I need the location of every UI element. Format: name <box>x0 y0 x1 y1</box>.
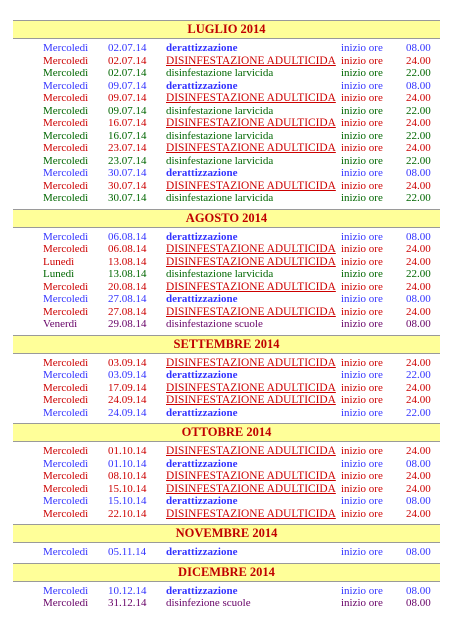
weekday-cell: Mercoledì <box>43 192 89 204</box>
schedule-row <box>13 142 440 155</box>
date-cell: 05.11.14 <box>108 546 147 558</box>
schedule-row <box>13 470 440 483</box>
start-time: 24.00 <box>406 92 431 104</box>
start-time: 22.00 <box>406 104 431 117</box>
start-time: 22.00 <box>406 67 431 79</box>
service-description: disinfestazione larvicida <box>166 268 274 280</box>
date-cell: 23.07.14 <box>108 154 147 167</box>
weekday-cell: Mercoledì <box>43 104 89 117</box>
schedule-row <box>13 369 440 382</box>
date-cell: 03.09.14 <box>108 369 147 381</box>
start-label: inizio ore <box>341 457 383 470</box>
weekday-cell: Mercoledì <box>43 243 89 255</box>
schedule-row <box>13 495 440 508</box>
schedule-row <box>13 42 440 55</box>
weekday-cell: Mercoledì <box>43 406 89 419</box>
date-cell: 30.07.14 <box>108 167 147 179</box>
date-cell: 02.07.14 <box>108 54 147 67</box>
date-cell: 29.08.14 <box>108 318 147 330</box>
start-label: inizio ore <box>341 495 383 507</box>
start-time: 24.00 <box>406 445 431 457</box>
start-label: inizio ore <box>341 179 383 192</box>
date-cell: 13.08.14 <box>108 268 147 280</box>
month-header: OTTOBRE 2014 <box>13 423 440 442</box>
weekday-cell: Mercoledì <box>43 597 89 609</box>
schedule-row <box>13 130 440 143</box>
schedule-row <box>13 231 440 244</box>
month-header: NOVEMBRE 2014 <box>13 524 440 543</box>
start-time: 22.00 <box>406 369 431 381</box>
weekday-cell: Mercoledì <box>43 394 89 406</box>
weekday-cell: Lunedì <box>43 268 75 280</box>
service-description: DISINFESTAZIONE ADULTICIDA <box>166 482 336 495</box>
schedule-row <box>13 105 440 118</box>
weekday-cell: Mercoledì <box>43 167 89 179</box>
weekday-cell: Mercoledì <box>43 142 89 154</box>
service-description: derattizzazione <box>166 546 238 558</box>
date-cell: 01.10.14 <box>108 445 147 457</box>
weekday-cell: Mercoledì <box>43 154 89 167</box>
weekday-cell: Mercoledì <box>43 305 89 318</box>
start-label: inizio ore <box>341 293 383 305</box>
schedule-row <box>13 243 440 256</box>
start-label: inizio ore <box>341 129 383 142</box>
start-label: inizio ore <box>341 42 383 54</box>
service-description: derattizzazione <box>166 584 238 597</box>
service-description: derattizzazione <box>166 495 238 507</box>
start-time: 08.00 <box>406 495 431 507</box>
start-label: inizio ore <box>341 268 383 280</box>
service-description: DISINFESTAZIONE ADULTICIDA <box>166 92 336 104</box>
date-cell: 09.07.14 <box>108 104 147 117</box>
date-cell: 13.08.14 <box>108 255 147 268</box>
schedule-document <box>13 20 440 610</box>
start-time: 22.00 <box>406 129 431 142</box>
schedule-row <box>13 55 440 68</box>
start-time: 08.00 <box>406 318 431 330</box>
service-description: DISINFESTAZIONE ADULTICIDA <box>166 255 336 268</box>
start-time: 22.00 <box>406 406 431 419</box>
start-label: inizio ore <box>341 154 383 167</box>
start-time: 08.00 <box>406 546 431 558</box>
start-time: 08.00 <box>406 584 431 597</box>
service-description: DISINFESTAZIONE ADULTICIDA <box>166 280 336 293</box>
schedule-row <box>13 192 440 205</box>
start-label: inizio ore <box>341 54 383 67</box>
start-label: inizio ore <box>341 546 383 558</box>
start-label: inizio ore <box>341 104 383 117</box>
service-description: DISINFESTAZIONE ADULTICIDA <box>166 243 336 255</box>
start-time: 24.00 <box>406 356 431 369</box>
start-label: inizio ore <box>341 507 383 520</box>
start-label: inizio ore <box>341 369 383 381</box>
date-cell: 27.08.14 <box>108 305 147 318</box>
service-description: derattizzazione <box>166 42 238 54</box>
date-cell: 22.10.14 <box>108 507 147 520</box>
schedule-row <box>13 80 440 93</box>
start-time: 08.00 <box>406 167 431 179</box>
start-label: inizio ore <box>341 67 383 79</box>
start-time: 24.00 <box>406 470 431 482</box>
date-cell: 06.08.14 <box>108 243 147 255</box>
schedule-row <box>13 394 440 407</box>
schedule-row <box>13 167 440 180</box>
date-cell: 06.08.14 <box>108 230 147 243</box>
weekday-cell: Mercoledì <box>43 67 89 79</box>
schedule-row <box>13 597 440 610</box>
schedule-row <box>13 67 440 80</box>
date-cell: 31.12.14 <box>108 597 147 609</box>
start-label: inizio ore <box>341 597 383 609</box>
schedule-row <box>13 546 440 559</box>
service-description: disinfestazione larvicida <box>166 67 274 79</box>
start-label: inizio ore <box>341 584 383 597</box>
date-cell: 23.07.14 <box>108 142 147 154</box>
start-label: inizio ore <box>341 142 383 154</box>
weekday-cell: Mercoledì <box>43 546 89 558</box>
service-description: DISINFESTAZIONE ADULTICIDA <box>166 445 336 457</box>
service-description: disinfestazione larvicida <box>166 104 274 117</box>
weekday-cell: Mercoledì <box>43 280 89 293</box>
schedule-row <box>13 117 440 130</box>
date-cell: 24.09.14 <box>108 406 147 419</box>
start-label: inizio ore <box>341 356 383 369</box>
weekday-cell: Mercoledì <box>43 445 89 457</box>
date-cell: 10.12.14 <box>108 584 147 597</box>
service-description: DISINFESTAZIONE ADULTICIDA <box>166 470 336 482</box>
date-cell: 03.09.14 <box>108 356 147 369</box>
schedule-row <box>13 180 440 193</box>
service-description: DISINFESTAZIONE ADULTICIDA <box>166 117 336 129</box>
service-description: DISINFESTAZIONE ADULTICIDA <box>166 142 336 154</box>
start-label: inizio ore <box>341 280 383 293</box>
start-time: 24.00 <box>406 482 431 495</box>
service-description: derattizzazione <box>166 79 238 92</box>
schedule-row <box>13 483 440 496</box>
start-label: inizio ore <box>341 79 383 92</box>
start-time: 24.00 <box>406 305 431 318</box>
service-description: derattizzazione <box>166 167 238 179</box>
start-time: 24.00 <box>406 179 431 192</box>
start-label: inizio ore <box>341 167 383 179</box>
start-label: inizio ore <box>341 470 383 482</box>
date-cell: 27.08.14 <box>108 293 147 305</box>
weekday-cell: Mercoledì <box>43 470 89 482</box>
service-description: disinfestazione scuole <box>166 318 263 330</box>
service-description: disinfestazione larvicida <box>166 192 274 204</box>
start-time: 08.00 <box>406 457 431 470</box>
weekday-cell: Mercoledì <box>43 92 89 104</box>
weekday-cell: Mercoledì <box>43 54 89 67</box>
weekday-cell: Mercoledì <box>43 230 89 243</box>
start-time: 24.00 <box>406 117 431 129</box>
weekday-cell: Mercoledì <box>43 79 89 92</box>
schedule-row <box>13 281 440 294</box>
start-time: 08.00 <box>406 293 431 305</box>
start-label: inizio ore <box>341 230 383 243</box>
schedule-row <box>13 268 440 281</box>
month-header: DICEMBRE 2014 <box>13 563 440 582</box>
start-time: 08.00 <box>406 42 431 54</box>
start-time: 22.00 <box>406 192 431 204</box>
schedule-row <box>13 293 440 306</box>
date-cell: 09.07.14 <box>108 92 147 104</box>
weekday-cell: Mercoledì <box>43 507 89 520</box>
service-description: derattizzazione <box>166 406 238 419</box>
weekday-cell: Mercoledì <box>43 356 89 369</box>
service-description: DISINFESTAZIONE ADULTICIDA <box>166 356 336 369</box>
schedule-row <box>13 382 440 395</box>
weekday-cell: Mercoledì <box>43 457 89 470</box>
date-cell: 30.07.14 <box>108 179 147 192</box>
weekday-cell: Mercoledì <box>43 369 89 381</box>
service-description: derattizzazione <box>166 369 238 381</box>
start-label: inizio ore <box>341 255 383 268</box>
weekday-cell: Mercoledì <box>43 117 89 129</box>
service-description: derattizzazione <box>166 230 238 243</box>
start-label: inizio ore <box>341 92 383 104</box>
service-description: DISINFESTAZIONE ADULTICIDA <box>166 507 336 520</box>
month-header: SETTEMBRE 2014 <box>13 335 440 354</box>
weekday-cell: Mercoledì <box>43 482 89 495</box>
schedule-row <box>13 407 440 420</box>
month-header: AGOSTO 2014 <box>13 209 440 228</box>
schedule-row <box>13 155 440 168</box>
start-time: 24.00 <box>406 381 431 394</box>
start-time: 24.00 <box>406 394 431 406</box>
date-cell: 08.10.14 <box>108 470 147 482</box>
start-time: 24.00 <box>406 243 431 255</box>
month-header: LUGLIO 2014 <box>13 20 440 39</box>
date-cell: 30.07.14 <box>108 192 147 204</box>
service-description: DISINFESTAZIONE ADULTICIDA <box>166 305 336 318</box>
schedule-row <box>13 318 440 331</box>
date-cell: 01.10.14 <box>108 457 147 470</box>
start-label: inizio ore <box>341 381 383 394</box>
start-label: inizio ore <box>341 482 383 495</box>
service-description: derattizzazione <box>166 457 238 470</box>
weekday-cell: Mercoledì <box>43 179 89 192</box>
start-label: inizio ore <box>341 305 383 318</box>
weekday-cell: Venerdì <box>43 318 78 330</box>
date-cell: 17.09.14 <box>108 381 147 394</box>
service-description: disinfestazione larvicida <box>166 154 274 167</box>
weekday-cell: Lunedì <box>43 255 75 268</box>
schedule-row <box>13 585 440 598</box>
date-cell: 24.09.14 <box>108 394 147 406</box>
service-description: DISINFESTAZIONE ADULTICIDA <box>166 381 336 394</box>
service-description: DISINFESTAZIONE ADULTICIDA <box>166 394 336 406</box>
start-label: inizio ore <box>341 394 383 406</box>
schedule-row <box>13 306 440 319</box>
schedule-row <box>13 92 440 105</box>
start-time: 24.00 <box>406 507 431 520</box>
schedule-row <box>13 458 440 471</box>
weekday-cell: Mercoledì <box>43 584 89 597</box>
date-cell: 15.10.14 <box>108 482 147 495</box>
start-label: inizio ore <box>341 192 383 204</box>
start-time: 24.00 <box>406 142 431 154</box>
start-time: 24.00 <box>406 280 431 293</box>
weekday-cell: Mercoledì <box>43 381 89 394</box>
start-label: inizio ore <box>341 445 383 457</box>
schedule-row <box>13 508 440 521</box>
date-cell: 16.07.14 <box>108 117 147 129</box>
service-description: DISINFESTAZIONE ADULTICIDA <box>166 54 336 67</box>
service-description: disinfezione scuole <box>166 597 251 609</box>
date-cell: 16.07.14 <box>108 129 147 142</box>
date-cell: 09.07.14 <box>108 79 147 92</box>
service-description: derattizzazione <box>166 293 238 305</box>
date-cell: 02.07.14 <box>108 67 147 79</box>
schedule-row <box>13 445 440 458</box>
start-label: inizio ore <box>341 406 383 419</box>
date-cell: 20.08.14 <box>108 280 147 293</box>
weekday-cell: Mercoledì <box>43 495 89 507</box>
start-time: 22.00 <box>406 154 431 167</box>
schedule-row <box>13 256 440 269</box>
start-time: 24.00 <box>406 54 431 67</box>
date-cell: 02.07.14 <box>108 42 147 54</box>
start-label: inizio ore <box>341 243 383 255</box>
service-description: DISINFESTAZIONE ADULTICIDA <box>166 179 336 192</box>
start-time: 24.00 <box>406 255 431 268</box>
start-time: 08.00 <box>406 79 431 92</box>
start-time: 22.00 <box>406 268 431 280</box>
weekday-cell: Mercoledì <box>43 129 89 142</box>
start-time: 08.00 <box>406 230 431 243</box>
start-label: inizio ore <box>341 318 383 330</box>
start-label: inizio ore <box>341 117 383 129</box>
weekday-cell: Mercoledì <box>43 293 89 305</box>
date-cell: 15.10.14 <box>108 495 147 507</box>
service-description: disinfestazione larvicida <box>166 129 274 142</box>
start-time: 08.00 <box>406 597 431 609</box>
schedule-row <box>13 357 440 370</box>
weekday-cell: Mercoledì <box>43 42 89 54</box>
